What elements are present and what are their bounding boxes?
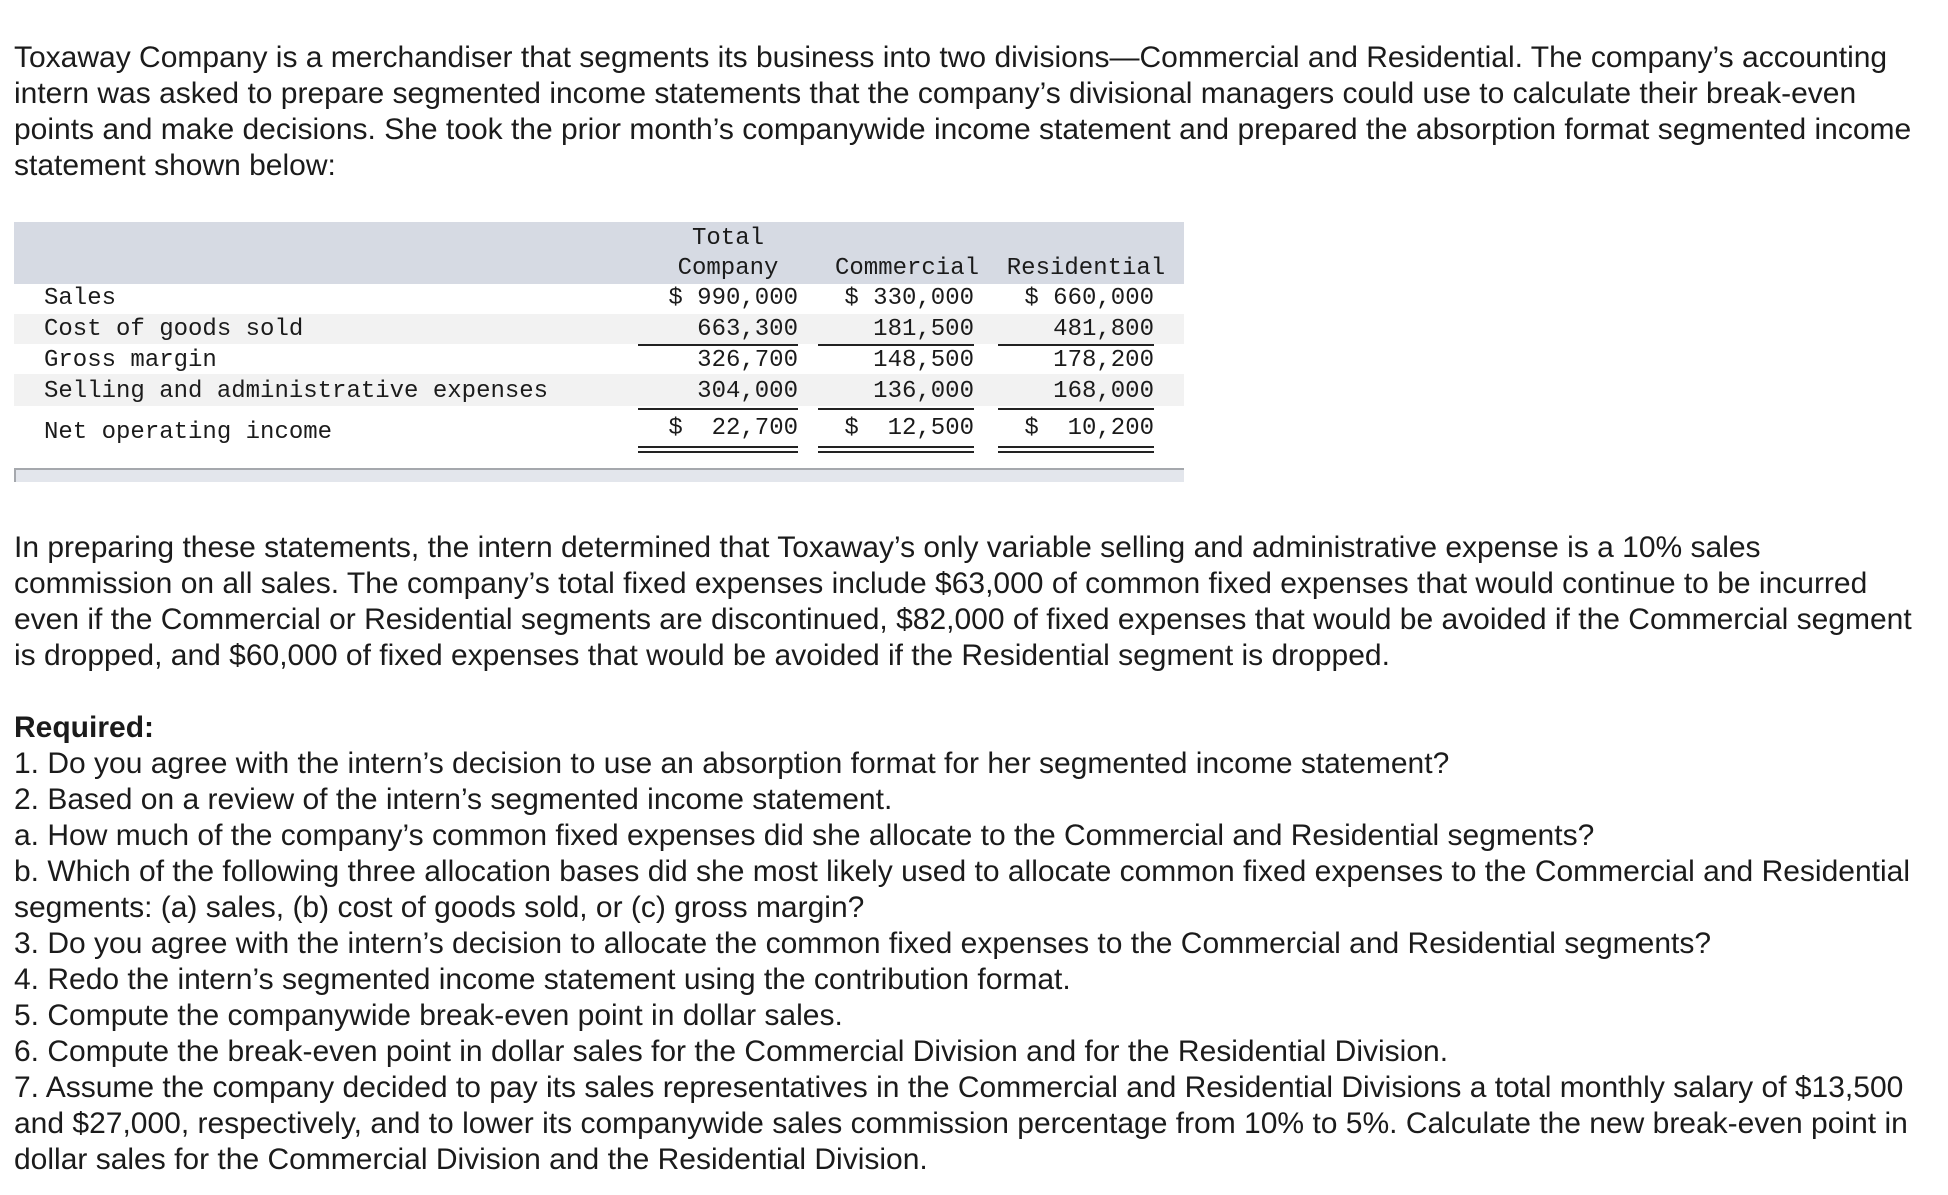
required-section (14, 710, 1914, 1178)
double-underline-total (638, 446, 798, 453)
required-item-5: 5. Compute the companywide break-even point in dollar sales. (14, 999, 843, 1032)
cogs-residential: 481,800 (1053, 316, 1154, 343)
row-label-sales: Sales (44, 285, 117, 312)
sales-commercial: $ 330,000 (844, 285, 974, 312)
header-total-line2: Company (677, 255, 779, 282)
required-item-2: 2. Based on a review of the intern’s segmented income statement. (14, 783, 893, 816)
row-label-gross-margin: Gross margin (44, 347, 217, 374)
cogs-commercial: 181,500 (873, 316, 974, 343)
double-underline-residential (998, 446, 1154, 453)
underline-sga-commercial (818, 408, 974, 410)
required-item-4: 4. Redo the intern’s segmented income statement using the contribution format. (14, 963, 1071, 996)
net-income-residential: $ 10,200 (1024, 415, 1154, 442)
underline-sga-total (638, 408, 798, 410)
header-commercial: Commercial (834, 255, 980, 282)
intro-paragraph: Toxaway Company is a merchandiser that segments its business into two divisions—Commercial and Residential. The company’s accounting intern was asked to prepare segmented income statements that the company’s divisional managers could use to calculate their break-even points and make decisions. She took the prior month’s companywide income statement and prepared the absorption format segmented income statement shown below: (14, 41, 1912, 182)
required-item-6: 6. Compute the break-even point in dollar sales for the Commercial Division and for the Residential Division. (14, 1035, 1449, 1068)
required-item-1: 1. Do you agree with the intern’s decision to use an absorption format for her segmented income statement? (14, 747, 1450, 780)
net-income-total: $ 22,700 (668, 415, 798, 442)
table-bottom-bar (14, 468, 1184, 482)
required-item-3: 3. Do you agree with the intern’s decision to allocate the common fixed expenses to the Commercial and Residential segments? (14, 927, 1712, 960)
double-underline-commercial (818, 446, 974, 453)
gross-margin-total: 326,700 (697, 347, 798, 374)
sga-residential: 168,000 (1053, 378, 1154, 405)
sales-total: $ 990,000 (668, 285, 798, 312)
sga-commercial: 136,000 (873, 378, 974, 405)
gross-margin-residential: 178,200 (1053, 347, 1154, 374)
required-item-7: 7. Assume the company decided to pay its sales representatives in the Commercial and Residential Divisions a total monthly salary of $13,500 and $27,000, respectively, and to lower its companywide sales commission percentage from 10% to 5%. Calculate the new break-even point in dollar sales for the Commercial Division and the Residential Division. (14, 1071, 1908, 1176)
net-income-commercial: $ 12,500 (844, 415, 974, 442)
required-item-2b: b. Which of the following three allocation bases did she most likely used to allocate common fixed expenses to the Commercial and Residential segments: (a) sales, (b) cost of goods sold, or (c) gross margin? (14, 855, 1910, 924)
row-label-cogs: Cost of goods sold (44, 316, 304, 343)
notes-paragraph: In preparing these statements, the intern determined that Toxaway’s only variable selling and administrative expense is a 10% sales commission on all sales. The company’s total fixed expenses include $63,000 of common fixed expenses that would continue to be incurred even if the Commercial or Residential segments are discontinued, $82,000 of fixed expenses that would be avoided if the Commercial segment is dropped, and $60,000 of fixed expenses that would be avoided if the Residential segment is dropped. (14, 531, 1912, 672)
row-label-net-operating-income: Net operating income (44, 419, 333, 446)
header-residential: Residential (1006, 255, 1166, 282)
segmented-income-statement (14, 222, 1184, 482)
cogs-total: 663,300 (697, 316, 798, 343)
required-heading: Required: (14, 711, 155, 744)
row-label-sga: Selling and administrative expenses (44, 378, 549, 405)
underline-sga-residential (998, 408, 1154, 410)
sales-residential: $ 660,000 (1024, 285, 1154, 312)
header-total-line1: Total (691, 225, 764, 252)
gross-margin-commercial: 148,500 (873, 347, 974, 374)
required-item-2a: a. How much of the company’s common fixed expenses did she allocate to the Commercial and Residential segments? (14, 819, 1595, 852)
sga-total: 304,000 (697, 378, 798, 405)
